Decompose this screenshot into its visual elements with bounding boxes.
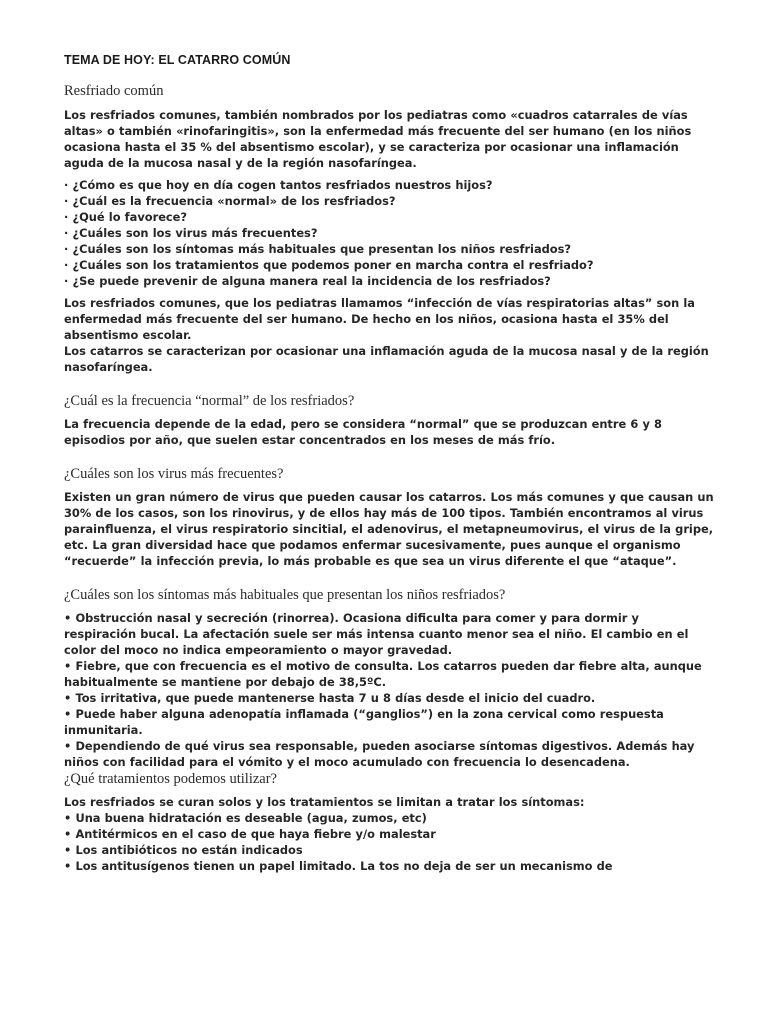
question-item: · ¿Cuáles son los síntomas más habituales que presentan los niños resfriados?	[64, 242, 572, 256]
section-symptoms	[64, 586, 714, 770]
viruses-paragraph: Existen un gran número de virus que pueden causar los catarros. Los más comunes y que causan un 30% de los casos, son los rinovirus, y de ellos hay más de 100 tipos. También encontramos al virus parainfluenza, el virus respiratorio sincitial, el adenovirus, el metapneumovirus, el virus de la gripe, etc. La gran diversidad hace que podamos enfermar sucesivamente, pues aunque el organismo “recuerde” la infección previa, lo más probable es que sea un virus diferente el que “ataque”.	[64, 490, 714, 568]
document-page	[64, 52, 714, 874]
question-item: · ¿Cuáles son los tratamientos que podemos poner en marcha contra el resfriado?	[64, 258, 594, 272]
symptom-item: • Fiebre, que con frecuencia es el motivo de consulta. Los catarros pueden dar fiebre alta, aunque habitualmente se mantiene por debajo de 38,5ºC.	[64, 659, 702, 689]
treatment-item: • Los antitusígenos tienen un papel limitado. La tos no deja de ser un mecanismo de	[64, 859, 613, 873]
question-item: · ¿Se puede prevenir de alguna manera real la incidencia de los resfriados?	[64, 274, 551, 288]
question-item: · ¿Cómo es que hoy en día cogen tantos resfriados nuestros hijos?	[64, 178, 493, 192]
symptoms-list	[64, 610, 714, 770]
intro-paragraph-3: Los catarros se caracterizan por ocasionar una inflamación aguda de la mucosa nasal y de la región nasofaríngea.	[64, 344, 709, 374]
intro-paragraph: Los resfriados comunes, también nombrados por los pediatras como «cuadros catarrales de vías altas» o también «rinofaringitis», son la enfermedad más frecuente del ser humano (en los niños ocasiona hasta el 35 % del absentismo escolar), y se caracteriza por ocasionar una inflamación aguda de la mucosa nasal y de la región nasofaríngea.	[64, 108, 692, 170]
question-item: · ¿Cuál es la frecuencia «normal» de los resfriados?	[64, 194, 396, 208]
treatments-intro: Los resfriados se curan solos y los tratamientos se limitan a tratar los síntomas:	[64, 795, 585, 809]
frequency-paragraph: La frecuencia depende de la edad, pero se considera “normal” que se produzcan entre 6 y 8 episodios por año, que suelen estar concentrados en los meses de más frío.	[64, 417, 662, 447]
section-heading-viruses: ¿Cuáles son los virus más frecuentes?	[64, 466, 284, 482]
section-frequency	[64, 392, 714, 448]
treatment-item: • Antitérmicos en el caso de que haya fiebre y/o malestar	[64, 827, 436, 841]
question-item: · ¿Cuáles son los virus más frecuentes?	[64, 226, 318, 240]
section-treatments	[64, 770, 714, 874]
document-title: TEMA DE HOY: EL CATARRO COMÚN	[64, 53, 291, 67]
section-intro	[64, 82, 714, 375]
section-heading-treatments: ¿Qué tratamientos podemos utilizar?	[64, 771, 277, 787]
symptom-item: • Obstrucción nasal y secreción (rinorrea). Ocasiona dificulta para comer y para dormir y respiración bucal. La afectación suele ser más intensa cuanto menor sea el niño. El cambio en el color del moco no indica empeoramiento o mayor gravedad.	[64, 611, 689, 657]
intro-paragraph-2: Los resfriados comunes, que los pediatras llamamos “infección de vías respiratorias altas” son la enfermedad más frecuente del ser humano. De hecho en los niños, ocasiona hasta el 35% del absentismo escolar.	[64, 296, 695, 342]
symptom-item: • Tos irritativa, que puede mantenerse hasta 7 u 8 días desde el inicio del cuadro.	[64, 691, 596, 705]
question-item: · ¿Qué lo favorece?	[64, 210, 187, 224]
symptom-item: • Dependiendo de qué virus sea responsable, pueden asociarse síntomas digestivos. Además hay niños con facilidad para el vómito y el moco acumulado con frecuencia lo desencadena.	[64, 739, 695, 769]
symptom-item: • Puede haber alguna adenopatía inflamada (“ganglios”) en la zona cervical como respuesta inmunitaria.	[64, 707, 664, 737]
treatment-item: • Los antibióticos no están indicados	[64, 843, 303, 857]
question-list	[64, 177, 714, 289]
section-heading-resfriado: Resfriado común	[64, 83, 164, 99]
section-heading-symptoms: ¿Cuáles son los síntomas más habituales que presentan los niños resfriados?	[64, 587, 506, 603]
treatment-item: • Una buena hidratación es deseable (agua, zumos, etc)	[64, 811, 427, 825]
section-heading-frequency: ¿Cuál es la frecuencia “normal” de los resfriados?	[64, 393, 355, 409]
treatments-list	[64, 810, 714, 874]
section-viruses	[64, 465, 714, 569]
